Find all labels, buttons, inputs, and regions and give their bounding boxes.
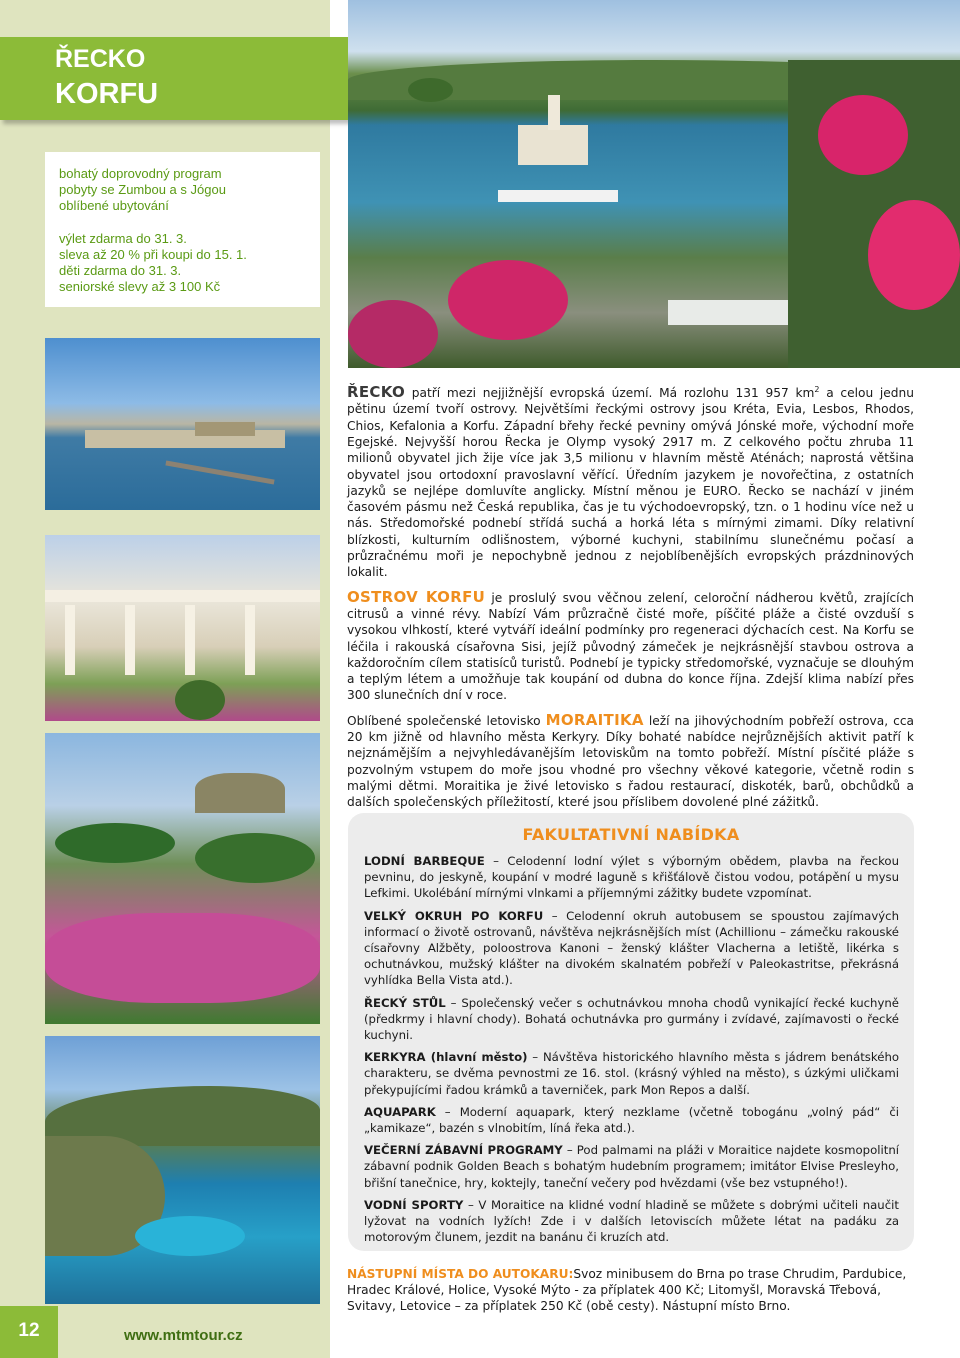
island-text: je proslulý svou věčnou zelení, celoroční nádherou květů, zrajících citrusů a vinné révy. Nabízí Vám průzračně čisté moře, píščité pláže a čisté ovzduší s vysokou vlhkostí, které vytváří ideální podmínky pro regeneraci dýchacích cest. Na Korfu se léčila i rakouská císařovna Sisi, jejíž původný zámeček je nejkrásnější stavbou ostrova a každoročním cílem statisíců turistů. Podnebí je typicky středomořské, vyznačuje se dlouhým a teplým létem a umožňuje tak koupání od dubna do konce října. Zdejší klima nabízí přes 300 slunečních dní v roce. — [347, 590, 914, 703]
island-paragraph — [347, 589, 914, 704]
island-lead: OSTROV KORFU — [347, 587, 486, 606]
photo-achillion-palace — [45, 535, 320, 721]
page-number-box — [0, 1306, 58, 1358]
promo-line: oblíbené ubytování — [59, 198, 169, 213]
resort-paragraph — [347, 712, 914, 811]
offer-item-text: – Moderní aquapark, který nezklame (včetně tobogánu „volný pád“ či „kamikaze“, bazén s vlnobitím, líná řeka atd.). — [364, 1104, 899, 1136]
offer-item-text: – Návštěva historického hlavního města s jádrem benátského charakteru, se dvěma pevnostmi ze 16. stol. (krásný výhled na město), s úzkými uličkami překypujícími řadou krámků a taverniček, park Mon Repos a další. — [364, 1050, 899, 1097]
promo-line: sleva až 20 % při koupi do 15. 1. — [59, 247, 247, 262]
intro-text-b: a celou jednu pětinu území tvoří ostrovy. Největšími řeckými ostrovy jsou Kréta, Evia, Lesbos, Rhodos, Chios, Kefalonia a Korfu. Západní břehy řecké pevniny omývá Jónské moře, východní moře Egejské. Nejvyšší horou Řecka je Olymp vysoký 2917 m. Z celkového počtu zhruba 11 milionů obyvatel jich žije více jak 3,5 milionu v hlavním městě Aténách; naprostá většina obyvatel jsou ortodoxní pravoslavní věřící. Úředním jazykem je novořečtina, z ostatních jazyků se nejlépe domluvíte anglicky. Místní měnou je EURO. Řecko se nachází v jiném časovém pásmu než Česká republika, čas je tu východoevropský, tzn. o 1 hodinu více než u nás. Středomořské podnebí střídá suchá a horká léta s mírnými zimami. Díky relativní blízkosti, kulturním odlišnostem, výborné kuchyni, stabilnímu slunečnému počasí a průzračnému moři je nepochybně jednou z nejoblíbenějších evropských prázdninových lokalit. — [347, 386, 914, 580]
promo-line: seniorské slevy až 3 100 Kč — [59, 279, 221, 294]
promo-box — [45, 152, 320, 307]
promo-line: děti zdarma do 31. 3. — [59, 263, 182, 278]
footer-url-link[interactable]: www.mtmtour.cz — [124, 1327, 243, 1344]
intro-sup: 2 — [814, 385, 820, 394]
title-banner — [0, 37, 380, 120]
resort-text: leží na jihovýchodním pobřeží ostrova, cca 20 km jižně od hlavního města Kerkyry. Díky bohaté nabídce nejrůznějších aktivit patří k nejznámějším a nejvyhledávanějším letoviskům na tomto pobřeží. Místní písčité pláže s pozvolným vstupem do moře jsou vhodné pro všechny věkové kategorie, včetně rodin s malými dětmi. Moraitika je živé letovisko s řadou restaurací, diskoték, barů, obchůdků a dalších společenských příležitostí, které jsou příslibem dovolené plné zážitků. — [347, 713, 914, 810]
offer-item-text: – Pod palmami na pláži v Moraitice najdete kosmopolitní zábavní podnik Golden Beach s bohatým hudebním programem; imitátor Elvise Presleyho, břišní tanečnice, hry, koktejly, taneční večery pod hvězdami (vše bez vstupného!). — [364, 1143, 899, 1190]
resort-lead: MORAITIKA — [545, 710, 644, 729]
boarding-points — [347, 1266, 914, 1314]
offer-item — [364, 1142, 899, 1191]
destination-title: KORFU — [55, 78, 159, 110]
offer-item-text: – Společenský večer s ochutnávkou mnoha chodů vynikající řecké kuchyně (předkrmy i hlavní chody). Bohatá ochutnávka pro gurmány i zvídavé, zajímavosti o řecké kuchyni. — [364, 995, 899, 1043]
offer-item — [364, 1104, 899, 1136]
intro-paragraph — [347, 382, 914, 581]
optional-offer-box — [348, 813, 914, 1251]
photo-palms-bougainvillea — [45, 733, 320, 1024]
offer-list — [364, 853, 899, 1251]
promo-line: výlet zdarma do 31. 3. — [59, 231, 187, 246]
promo-line: pobyty se Zumbou a s Jógou — [59, 182, 226, 197]
offer-title: FAKULTATIVNÍ NABÍDKA — [522, 825, 740, 844]
offer-item — [364, 995, 899, 1044]
intro-text-a: patří mezi nejjižnější evropská území. Má rozlohu 131 957 km — [405, 386, 815, 401]
country-title: ŘECKO — [55, 45, 146, 73]
offer-item-text: – Celodenní lodní výlet s výborným obědem, plavba na řeckou pevninu, do jeskyně, koupání v modré laguně s křišťálově čistou vodou, potápění u mysu Lefkimi. Ukolébání mírnými vlnkami a příjemnými zážitky budete vzpomínat. — [364, 854, 899, 901]
offer-item — [364, 908, 899, 989]
offer-item-head: LODNÍ BARBEQUE — [364, 854, 485, 868]
main-article — [347, 382, 914, 818]
offer-item-head: VEČERNÍ ZÁBAVNÍ PROGRAMY — [364, 1143, 563, 1158]
boarding-text: Svoz minibusem do Brna po trase Chrudim, Pardubice, Hradec Králové, Holice, Vysoké Mýto - za příplatek 400 Kč; Litomyšl, Moravská Třebová, Svitavy, Letovice – za příplatek 250 Kč (obě cesty). Nástupní místo Brno. — [347, 1267, 907, 1313]
offer-item-text: – Celodenní okruh autobusem se spoustou zajímavých informací o životě ostrovanů, návštěva nejkrásnějších míst (Achillionu – zámečku rakouské císařovny Alžběty, poloostrova Kanoni – ženský klášter Vlacherna a letiště, likérka s ochutnávkou, mužský klášter na divokém skalnatém pobřeží v Paleokastritse, překrásná vyhlídka Bella Vista atd.). — [364, 908, 899, 988]
photo-coastline — [45, 1036, 320, 1304]
offer-item-text: – V Moraitice na klidné vodní hladině se můžete s dobrými učiteli naučit lyžovat na vodních lyžích! Zde i v dalších letoviscích můžete létat na padáku za motorovým člunem, jezdit na banánu či kruzích atd. — [364, 1197, 899, 1245]
offer-item — [364, 1197, 899, 1246]
offer-item-head: ŘECKÝ STŮL — [364, 995, 446, 1010]
offer-item — [364, 853, 899, 902]
offer-item-head: VELKÝ OKRUH PO KORFU — [364, 908, 544, 923]
photo-bay-monastery — [348, 0, 960, 368]
offer-item-head: AQUAPARK — [364, 1104, 436, 1119]
intro-lead: ŘECKO — [347, 383, 406, 402]
boarding-label: NÁSTUPNÍ MÍSTA DO AUTOKARU: — [347, 1267, 574, 1281]
offer-item-head: VODNÍ SPORTY — [364, 1197, 464, 1212]
resort-before: Oblíbené společenské letovisko — [347, 713, 546, 728]
page-number: 12 — [18, 1320, 40, 1341]
photo-corfu-fortress — [45, 338, 320, 510]
offer-item — [364, 1049, 899, 1098]
offer-item-head: KERKYRA (hlavní město) — [364, 1050, 528, 1065]
promo-line: bohatý doprovodný program — [59, 166, 222, 181]
